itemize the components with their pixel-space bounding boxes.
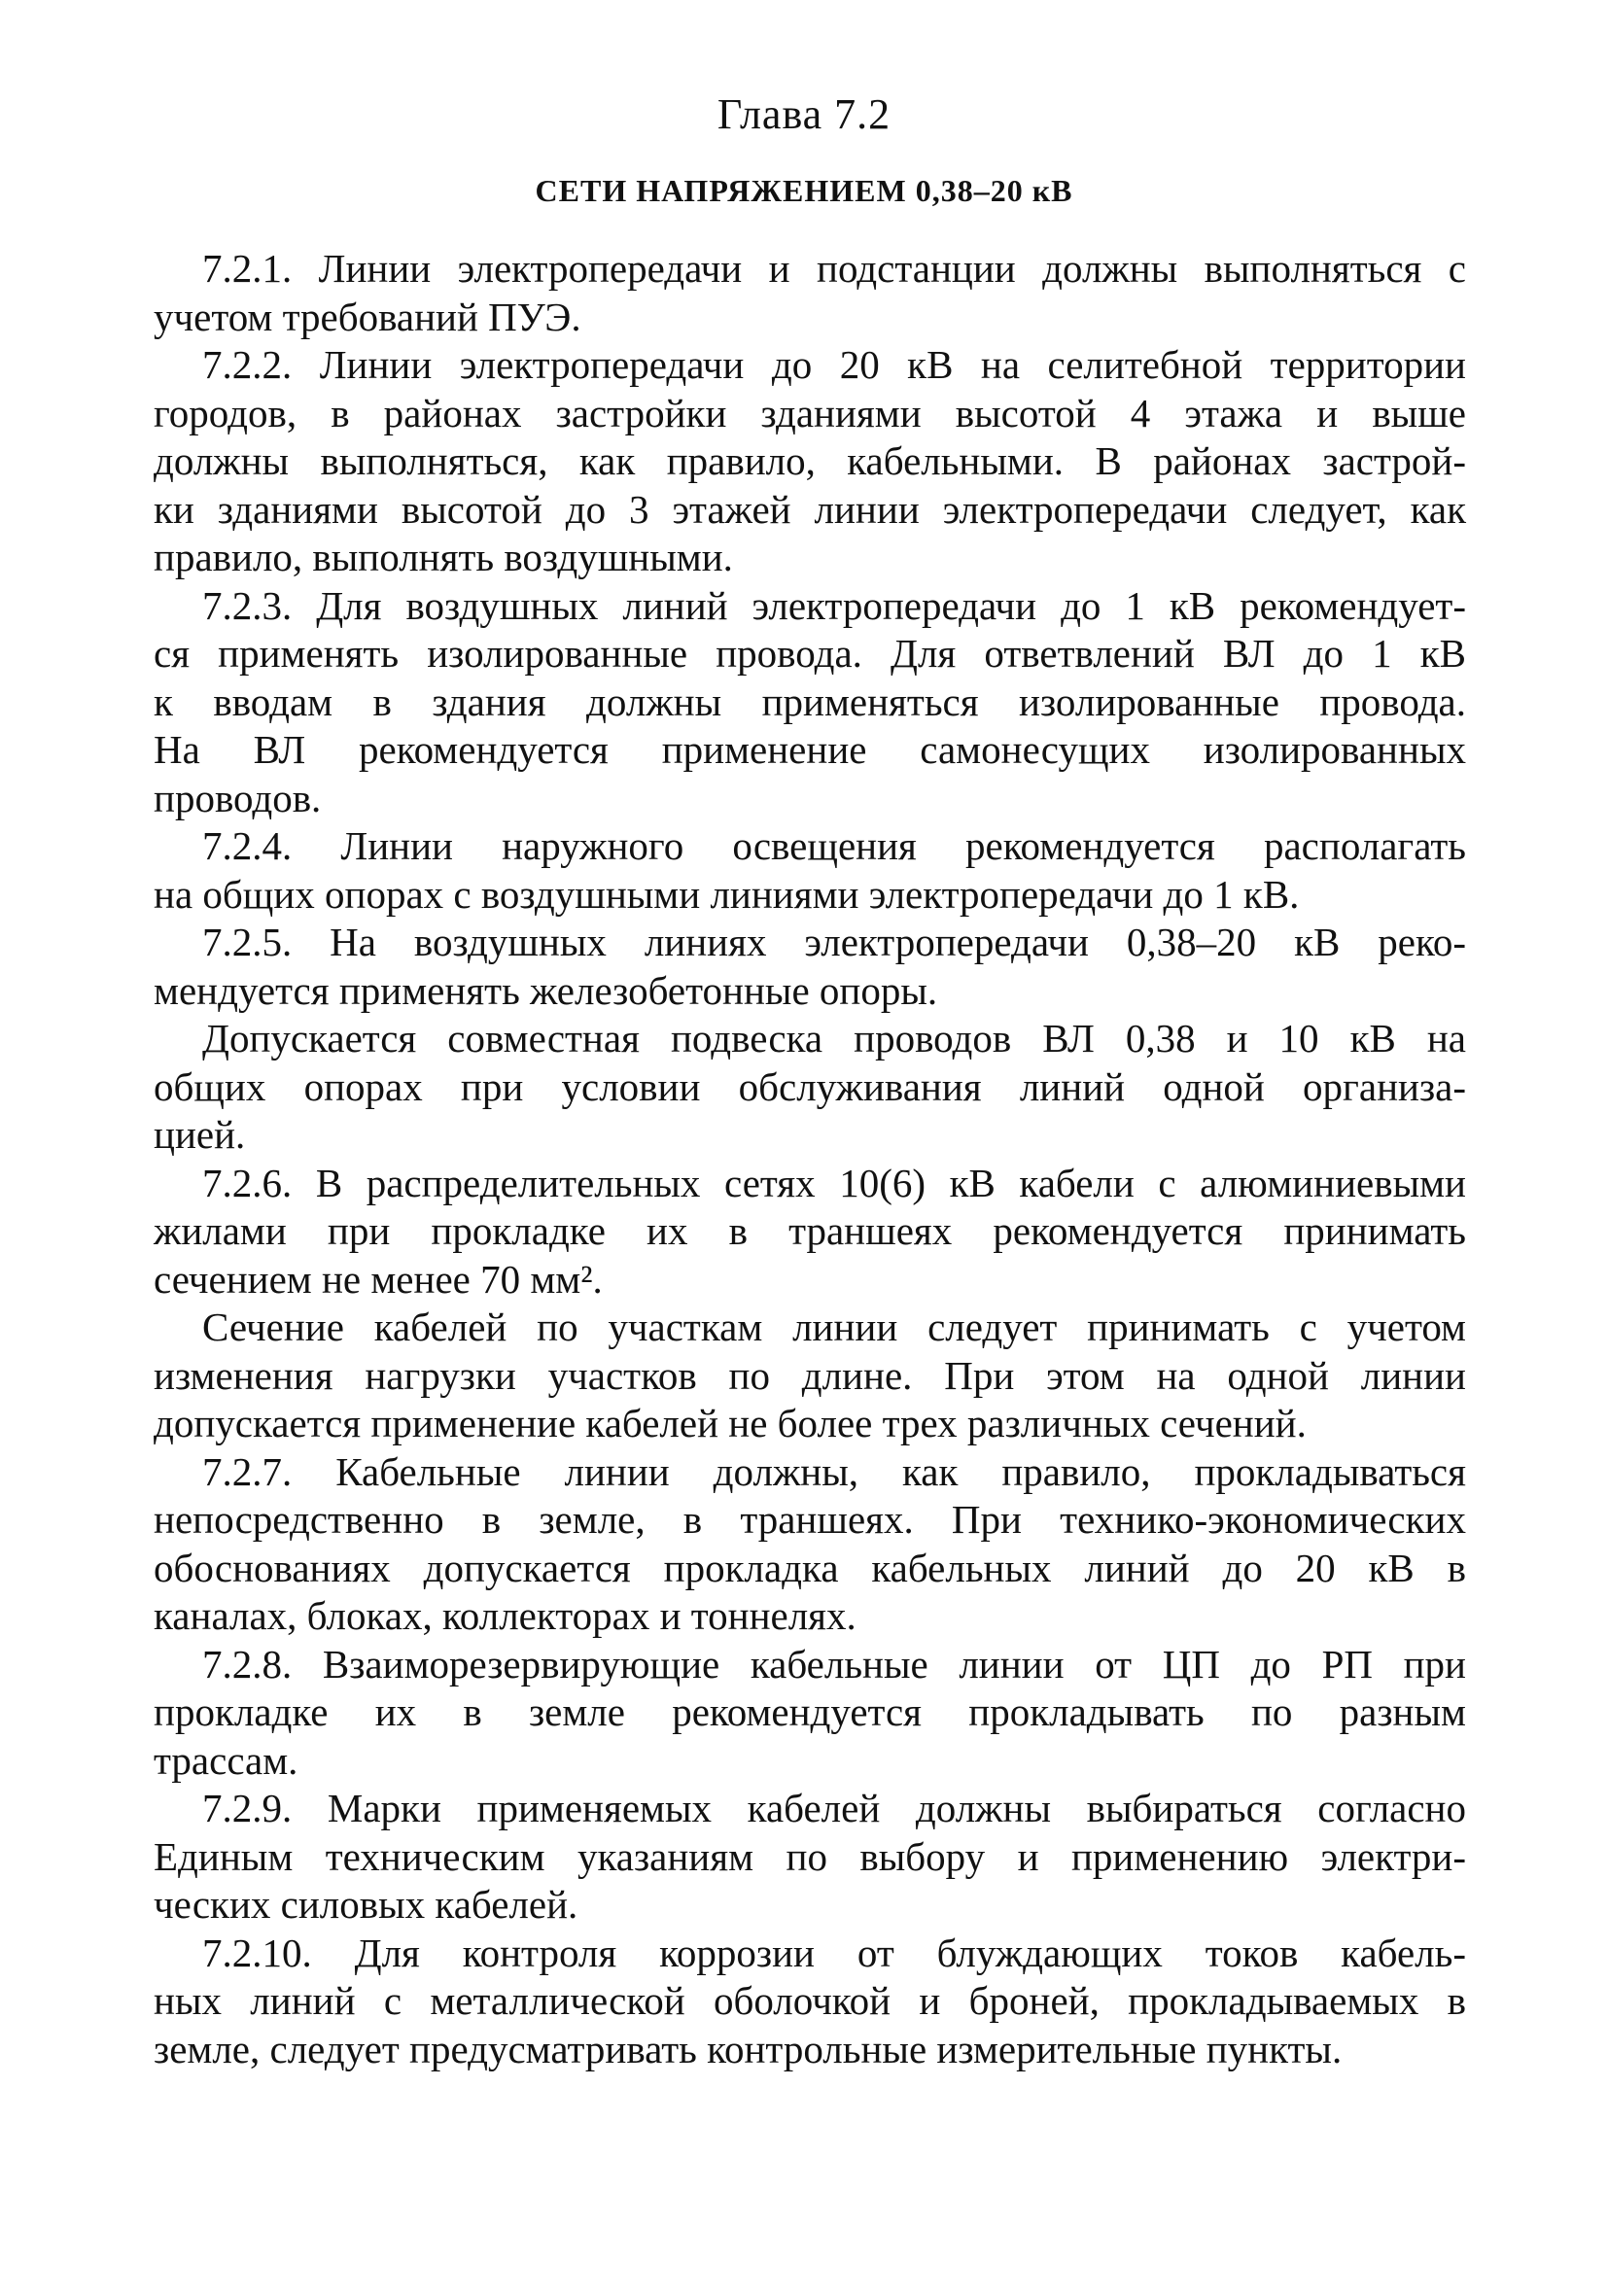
paragraph-line: сечением не менее 70 мм². — [154, 1256, 603, 1302]
paragraph-line: 7.2.6. В распределительных сетях 10(6) кВ кабели с алюминиевыми — [202, 1160, 1466, 1205]
paragraph-line: ся применять изолированные провода. Для ответвлений ВЛ до 1 кВ — [154, 631, 1466, 676]
paragraph-line: учетом требований ПУЭ. — [154, 294, 581, 339]
paragraph-line: На ВЛ рекомендуется применение самонесущих изолированных — [154, 727, 1466, 772]
paragraph-line: 7.2.9. Марки применяемых кабелей должны выбираться согласно — [202, 1786, 1466, 1830]
paragraph-line: ческих силовых кабелей. — [154, 1882, 578, 1927]
paragraph — [154, 1448, 1466, 1641]
paragraph-line: правило, выполнять воздушными. — [154, 535, 733, 579]
paragraph-line: общих опорах при условии обслуживания линий одной организа- — [154, 1063, 1466, 1109]
paragraph — [154, 245, 1466, 341]
paragraph-line: Сечение кабелей по участкам линии следует принимать с учетом — [202, 1305, 1466, 1349]
paragraph-line: непосредственно в земле, в траншеях. При технико-экономических — [154, 1497, 1466, 1542]
paragraph-line: городов, в районах застройки зданиями высотой 4 этажа и выше — [154, 390, 1466, 435]
paragraph-line: 7.2.1. Линии электропередачи и подстанции должны выполняться с — [202, 246, 1466, 291]
paragraph-line: 7.2.7. Кабельные линии должны, как правило, прокладываться — [202, 1448, 1466, 1494]
paragraph-line: 7.2.2. Линии электропередачи до 20 кВ на селитебной территории — [202, 342, 1466, 387]
paragraph-line: цией. — [154, 1112, 246, 1157]
paragraph-line: 7.2.3. Для воздушных линий электропередачи до 1 кВ рекомендует- — [202, 582, 1466, 628]
paragraph — [154, 822, 1466, 919]
paragraph — [154, 1160, 1466, 1305]
paragraph-line: к вводам в здания должны применяться изолированные провода. — [154, 678, 1466, 724]
paragraph — [154, 1930, 1466, 2074]
paragraph-line: допускается применение кабелей не более трех различных сечений. — [154, 1401, 1307, 1445]
paragraph — [154, 1641, 1466, 1786]
paragraph-line: 7.2.4. Линии наружного освещения рекомендуется располагать — [202, 823, 1466, 868]
paragraph — [154, 1304, 1466, 1448]
paragraph — [154, 1785, 1466, 1930]
paragraph — [154, 341, 1466, 582]
paragraph-line: проводов. — [154, 775, 322, 820]
paragraph-line: 7.2.5. На воздушных линиях электропередачи 0,38–20 кВ реко- — [202, 920, 1466, 964]
document-body — [154, 245, 1466, 2073]
paragraph-line: на общих опорах с воздушными линиями электропередачи до 1 кВ. — [154, 871, 1300, 917]
paragraph-line: трассам. — [154, 1737, 298, 1783]
paragraph-line: мендуется применять железобетонные опоры. — [154, 967, 938, 1013]
paragraph — [154, 919, 1466, 1015]
section-title: СЕТИ НАПРЯЖЕНИЕМ 0,38–20 кВ — [535, 173, 1073, 208]
paragraph-line: 7.2.10. Для контроля коррозии от блуждающих токов кабель- — [202, 1930, 1466, 1975]
paragraph-line: жилами при прокладке их в траншеях рекомендуется принимать — [154, 1208, 1466, 1253]
paragraph-line: земле, следует предусматривать контрольные измерительные пункты. — [154, 2026, 1343, 2071]
paragraph-line: изменения нагрузки участков по длине. При этом на одной линии — [154, 1352, 1466, 1398]
paragraph-line: прокладке их в земле рекомендуется прокладывать по разным — [154, 1689, 1466, 1734]
paragraph-line: 7.2.8. Взаиморезервирующие кабельные линии от ЦП до РП при — [202, 1641, 1466, 1687]
paragraph-line: Допускается совместная подвеска проводов ВЛ 0,38 и 10 кВ на — [202, 1016, 1466, 1061]
paragraph-line: должны выполняться, как правило, кабельными. В районах застрой- — [154, 438, 1466, 483]
paragraph-line: каналах, блоках, коллекторах и тоннелях. — [154, 1593, 856, 1638]
paragraph-line: ных линий с металлической оболочкой и броней, прокладываемых в — [154, 1978, 1466, 2023]
paragraph — [154, 582, 1466, 823]
chapter-heading: Глава 7.2 — [717, 90, 891, 138]
paragraph-line: обоснованиях допускается прокладка кабельных линий до 20 кВ в — [154, 1545, 1466, 1590]
paragraph-line: Единым техническим указаниям по выбору и применению электри- — [154, 1833, 1466, 1879]
paragraph-line: ки зданиями высотой до 3 этажей линии электропередачи следует, как — [154, 486, 1466, 532]
paragraph — [154, 1015, 1466, 1160]
